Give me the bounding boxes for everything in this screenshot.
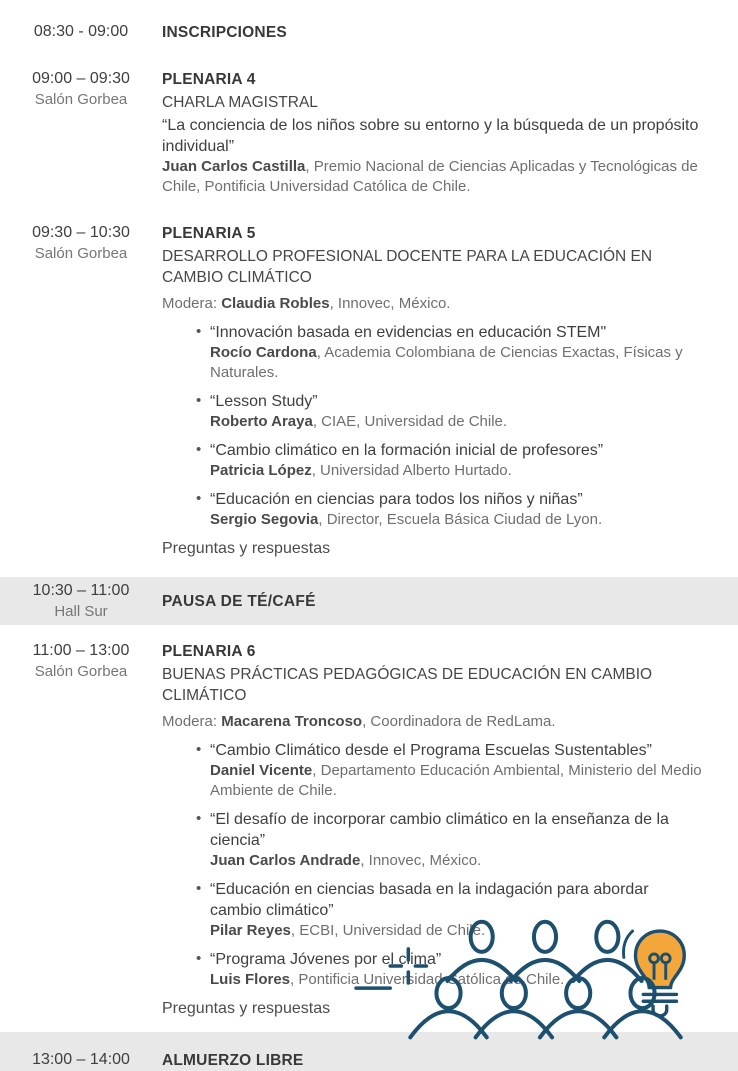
session-subheading: BUENAS PRÁCTICAS PEDAGÓGICAS DE EDUCACIÓN EN CAMBIO CLIMÁTICO (162, 666, 653, 704)
talk-item (196, 809, 708, 871)
moderator-label: Modera: (162, 295, 222, 312)
session-heading: INSCRIPCIONES (162, 24, 287, 41)
talk-item (196, 322, 708, 383)
speaker-name: Pilar Reyes (210, 922, 291, 939)
speaker-line (210, 851, 708, 871)
crosshair-decoration (356, 949, 426, 988)
talk-title: • “Cambio climático en la formación inicial de profesores” (210, 442, 604, 459)
session-heading: PLENARIA 4 (162, 71, 256, 88)
talk-title: “La conciencia de los niños sobre su entorno y la búsqueda de un propósito individual” (162, 117, 699, 155)
speaker-affiliation: , CIAE, Universidad de Chile. (312, 413, 508, 430)
session-content (162, 1050, 738, 1071)
time-range: 10:30 – 11:00 (32, 581, 130, 599)
moderator-label: Modera: (162, 713, 222, 730)
speaker-line (210, 510, 708, 530)
talk-item (196, 740, 708, 801)
talk-title: • “Lesson Study” (210, 393, 318, 410)
session-subheading: CHARLA MAGISTRAL (162, 94, 318, 111)
speaker-affiliation: , Innovec, México. (360, 852, 482, 869)
speaker-affiliation: , Universidad Alberto Hurtado. (311, 462, 512, 479)
session-content (162, 591, 738, 612)
speaker-affiliation: , Departamento Educación Ambiental, Ministerio del Medio Ambiente de Chile. (210, 762, 702, 799)
speaker-line (162, 157, 708, 197)
speaker-name: Sergio Segovia (210, 511, 319, 528)
talk-item (196, 489, 708, 530)
time-range: 11:00 – 13:00 (32, 642, 130, 659)
talk-title: • “Cambio Climático desde el Programa Escuelas Sustentables” (210, 742, 652, 759)
speaker-line (210, 412, 708, 432)
moderator-affiliation: , Innovec, México. (329, 295, 451, 312)
session-subheading: DESARROLLO PROFESIONAL DOCENTE PARA LA EDUCACIÓN EN CAMBIO CLIMÁTICO (162, 248, 653, 286)
schedule-row-plenaria-5 (0, 223, 738, 559)
time-column (0, 223, 162, 264)
moderator-affiliation: , Coordinadora de RedLama. (362, 713, 556, 730)
session-content (162, 223, 738, 559)
talk-list (162, 322, 708, 530)
session-content (162, 69, 738, 197)
speaker-affiliation: , ECBI, Universidad de Chile. (290, 922, 486, 939)
speaker-name: Roberto Araya (210, 413, 313, 430)
time-column (0, 641, 162, 682)
session-location: Salón Gorbea (34, 663, 128, 680)
speaker-affiliation: , Premio Nacional de Ciencias Aplicadas y Tecnológicas de Chile, Pontificia Universidad Católica de Chile. (162, 158, 698, 195)
speaker-name: Rocío Cardona (210, 344, 317, 361)
speaker-line (210, 343, 708, 383)
speaker-affiliation: , Director, Escuela Básica Ciudad de Lyon. (318, 511, 603, 528)
speaker-name: Daniel Vicente (210, 762, 313, 779)
talk-title: • “El desafío de incorporar cambio climático en la enseñanza de la ciencia” (210, 811, 669, 849)
session-location: Salón Gorbea (34, 245, 128, 262)
session-location: Salón Gorbea (34, 91, 128, 108)
time-range: 09:00 – 09:30 (32, 70, 130, 87)
talk-title: • “Innovación basada en evidencias en educación STEM" (210, 324, 607, 341)
speaker-name: Juan Carlos Andrade (210, 852, 361, 869)
speaker-name: Luis Flores (210, 971, 291, 988)
talk-item (196, 391, 708, 432)
moderator-name: Macarena Troncoso (221, 713, 363, 730)
qa-note: Preguntas y respuestas (162, 540, 331, 557)
session-location: Hall Sur (54, 602, 108, 620)
time-column (0, 69, 162, 110)
schedule-row-plenaria-4 (0, 69, 738, 197)
moderator-name: Claudia Robles (221, 295, 330, 312)
speaker-line (210, 461, 708, 481)
talk-title: • “Educación en ciencias basada en la indagación para abordar cambio climático” (210, 881, 649, 919)
session-heading: PAUSA DE TÉ/CAFÉ (162, 592, 316, 610)
moderator-line (162, 294, 708, 314)
time-range: 09:30 – 10:30 (32, 224, 130, 241)
speaker-affiliation: , Pontificia Universidad Católica de Chile. (290, 971, 565, 988)
speaker-affiliation: , Academia Colombiana de Ciencias Exactas, Físicas y Naturales. (210, 344, 683, 381)
talk-item (196, 440, 708, 481)
schedule-row-pausa (0, 577, 738, 625)
time-column (0, 22, 162, 42)
time-range: 13:00 – 14:00 (32, 1051, 130, 1068)
schedule-row-inscripciones (0, 0, 738, 43)
talk-title: • “Programa Jóvenes por el clima” (210, 951, 442, 968)
schedule-row-almuerzo (0, 1032, 738, 1071)
speaker-name: Juan Carlos Castilla (162, 158, 306, 175)
time-range: 08:30 - 09:00 (33, 23, 129, 40)
people-group-icon (348, 914, 738, 1030)
moderator-line (162, 712, 708, 732)
time-column (0, 1050, 162, 1070)
session-heading: PLENARIA 5 (162, 225, 256, 242)
session-heading: PLENARIA 6 (162, 643, 256, 660)
time-column (0, 581, 162, 622)
talk-title: • “Educación en ciencias para todos los niños y niñas” (210, 491, 583, 508)
qa-note: Preguntas y respuestas (162, 1000, 331, 1017)
session-content (162, 22, 738, 43)
speaker-name: Patricia López (210, 462, 312, 479)
speaker-line (210, 761, 708, 801)
session-heading: ALMUERZO LIBRE (162, 1052, 304, 1069)
